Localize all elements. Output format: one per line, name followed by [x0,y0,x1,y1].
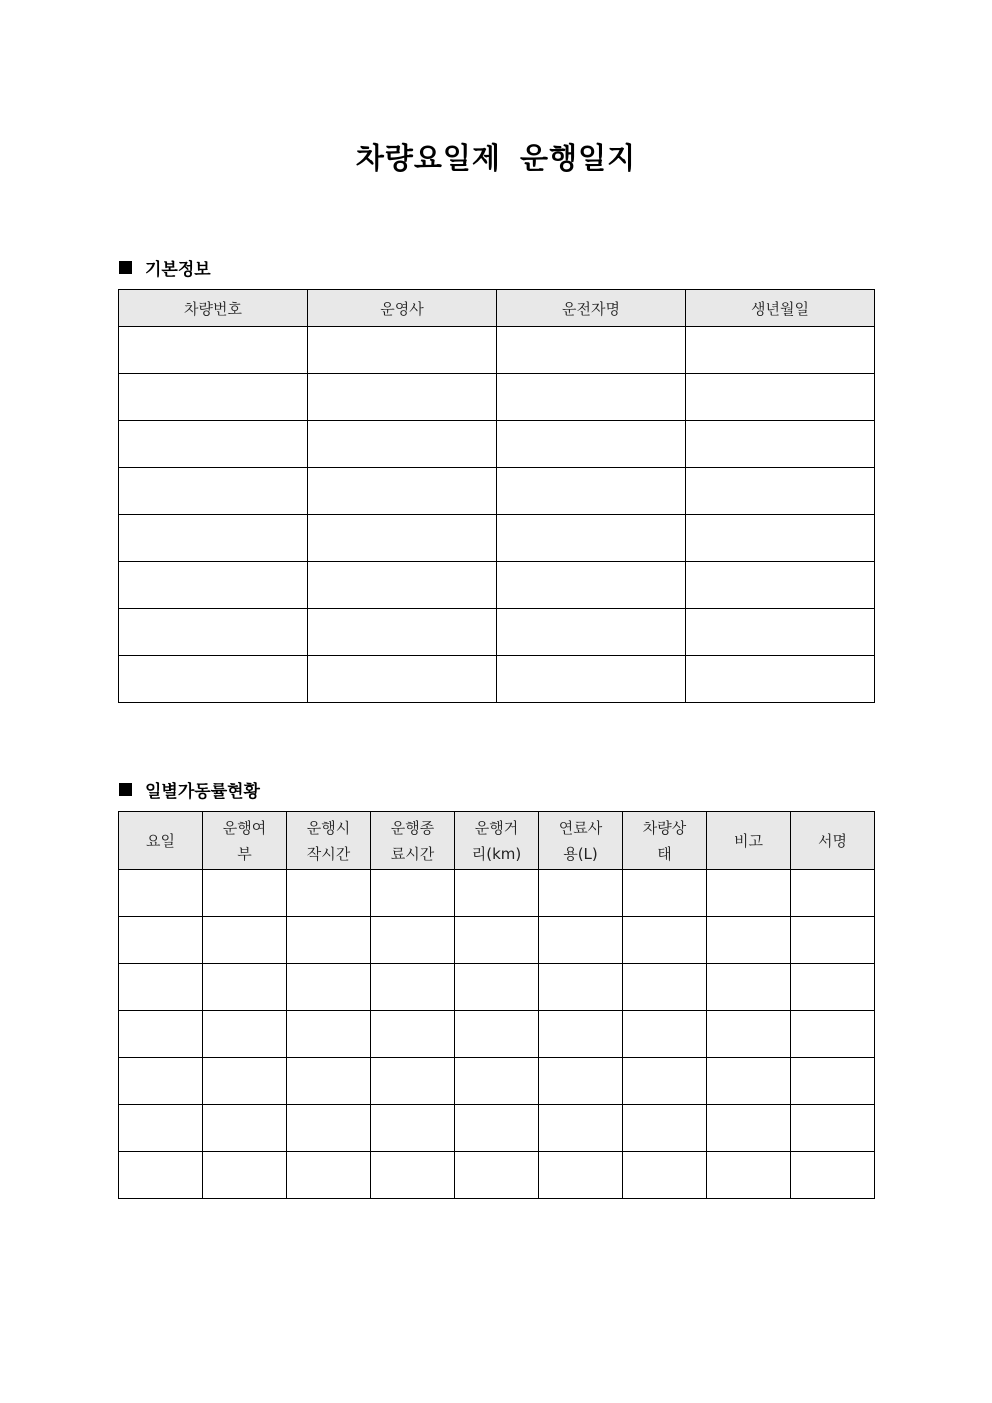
table-row [119,1058,875,1105]
table-cell[interactable] [686,421,875,468]
table-cell[interactable] [497,327,686,374]
table-row [119,515,875,562]
page-title: 차량요일제 운행일지 [355,141,637,175]
table-cell[interactable] [707,917,791,964]
table-cell[interactable] [455,964,539,1011]
table-cell[interactable] [497,609,686,656]
table-cell[interactable] [287,1058,371,1105]
table-cell[interactable] [371,964,455,1011]
table-cell[interactable] [455,1105,539,1152]
table-cell[interactable] [308,609,497,656]
table-cell[interactable] [686,327,875,374]
column-header [539,812,623,870]
table-cell[interactable] [791,1105,875,1152]
table-cell[interactable] [623,1152,707,1199]
table-cell[interactable] [497,656,686,703]
table-cell[interactable] [308,421,497,468]
column-header: 운전자명 [497,290,686,327]
table-cell[interactable] [791,1011,875,1058]
column-header-line: 용(L) [563,844,598,863]
column-header-line: 료시간 [390,844,435,863]
table-cell[interactable] [686,609,875,656]
table-cell[interactable] [119,1152,203,1199]
table-cell[interactable] [287,964,371,1011]
table-cell[interactable] [707,964,791,1011]
column-header-line: 태 [657,844,672,863]
table-cell[interactable] [203,1152,287,1199]
table-cell[interactable] [371,870,455,917]
table-cell[interactable] [308,515,497,562]
column-header [707,812,791,870]
table-cell[interactable] [119,468,308,515]
table-cell[interactable] [686,374,875,421]
table-cell[interactable] [308,468,497,515]
table-cell[interactable] [707,1011,791,1058]
column-header [203,812,287,870]
column-header-line: 운행여 [222,818,267,837]
table-row [119,870,875,917]
table-cell[interactable] [539,1011,623,1058]
column-header-line: 차량상 [642,818,687,837]
table-cell[interactable] [497,468,686,515]
table-cell[interactable] [497,562,686,609]
table-cell[interactable] [623,917,707,964]
table-cell[interactable] [119,1011,203,1058]
table-cell[interactable] [623,870,707,917]
column-header [287,812,371,870]
section-heading-basic-info [119,255,211,280]
table-cell[interactable] [623,1105,707,1152]
column-header-line: 서명 [818,831,847,850]
column-header [623,812,707,870]
table-cell[interactable] [308,562,497,609]
table-cell[interactable] [287,1105,371,1152]
table-cell[interactable] [203,964,287,1011]
column-header-line: 연료사 [558,818,603,837]
column-header [371,812,455,870]
table-cell[interactable] [623,1011,707,1058]
column-header: 운영사 [308,290,497,327]
table-cell[interactable] [686,656,875,703]
table-cell[interactable] [497,421,686,468]
table-cell[interactable] [371,1105,455,1152]
table-cell[interactable] [791,870,875,917]
table-row [119,421,875,468]
column-header: 차량번호 [119,290,308,327]
column-header-line: 부 [237,844,252,863]
table-cell[interactable] [119,1105,203,1152]
table-cell[interactable] [203,870,287,917]
table-row [119,1011,875,1058]
table-cell[interactable] [455,917,539,964]
table-cell[interactable] [119,374,308,421]
table-cell[interactable] [455,1058,539,1105]
table-cell[interactable] [203,1058,287,1105]
table-cell[interactable] [455,1011,539,1058]
table-cell[interactable] [707,1058,791,1105]
table-cell[interactable] [308,656,497,703]
table-cell[interactable] [791,1058,875,1105]
table-cell[interactable] [371,917,455,964]
section-heading-label: 일별가동률현황 [145,782,260,802]
table-cell[interactable] [203,1105,287,1152]
table-cell[interactable] [287,917,371,964]
table-cell[interactable] [119,562,308,609]
basic-info-table [118,289,875,703]
table-cell[interactable] [287,1152,371,1199]
table-cell[interactable] [119,1058,203,1105]
table-cell[interactable] [119,515,308,562]
table-cell[interactable] [203,917,287,964]
table-row [119,917,875,964]
table-cell[interactable] [455,1152,539,1199]
column-header-line: 운행거 [474,818,519,837]
table-cell[interactable] [686,468,875,515]
table-cell[interactable] [119,870,203,917]
table-cell[interactable] [119,656,308,703]
table-cell[interactable] [203,1011,287,1058]
table-cell[interactable] [686,515,875,562]
table-cell[interactable] [287,1011,371,1058]
table-cell[interactable] [539,870,623,917]
column-header-line: 비고 [734,831,763,850]
table-cell[interactable] [707,1105,791,1152]
table-row [119,609,875,656]
square-bullet-icon [119,261,132,274]
table-cell[interactable] [119,964,203,1011]
table-cell[interactable] [686,562,875,609]
column-header [791,812,875,870]
table-cell[interactable] [308,374,497,421]
table-row [119,468,875,515]
table-cell[interactable] [371,1058,455,1105]
table-row [119,656,875,703]
table-cell[interactable] [623,1058,707,1105]
table-row [119,562,875,609]
section-heading-daily-operation [119,777,260,802]
column-header-line: 운행종 [390,818,435,837]
column-header [119,812,203,870]
table-cell[interactable] [539,1152,623,1199]
column-header [455,812,539,870]
table-cell[interactable] [539,917,623,964]
table-row [119,1105,875,1152]
table-cell[interactable] [623,964,707,1011]
table-cell[interactable] [308,327,497,374]
table-cell[interactable] [707,1152,791,1199]
table-cell[interactable] [791,1152,875,1199]
table-cell[interactable] [497,374,686,421]
table-cell[interactable] [119,327,308,374]
table-cell[interactable] [707,870,791,917]
table-cell[interactable] [539,1058,623,1105]
table-cell[interactable] [791,917,875,964]
table-row [119,1152,875,1199]
column-header-line: 작시간 [306,844,351,863]
table-row [119,374,875,421]
table-cell[interactable] [455,870,539,917]
column-header-line: 요일 [146,831,175,850]
table-cell[interactable] [539,1105,623,1152]
table-row [119,964,875,1011]
table-row [119,327,875,374]
section-heading-label: 기본정보 [145,260,211,280]
column-header-line: 리(km) [471,844,522,863]
table-cell[interactable] [497,515,686,562]
table-cell[interactable] [119,421,308,468]
table-cell[interactable] [287,870,371,917]
daily-operation-table [118,811,875,1199]
table-cell[interactable] [119,609,308,656]
table-cell[interactable] [119,917,203,964]
table-cell[interactable] [791,964,875,1011]
table-cell[interactable] [371,1152,455,1199]
square-bullet-icon [119,783,132,796]
column-header: 생년월일 [686,290,875,327]
column-header-line: 운행시 [306,818,351,837]
table-cell[interactable] [371,1011,455,1058]
table-cell[interactable] [539,964,623,1011]
